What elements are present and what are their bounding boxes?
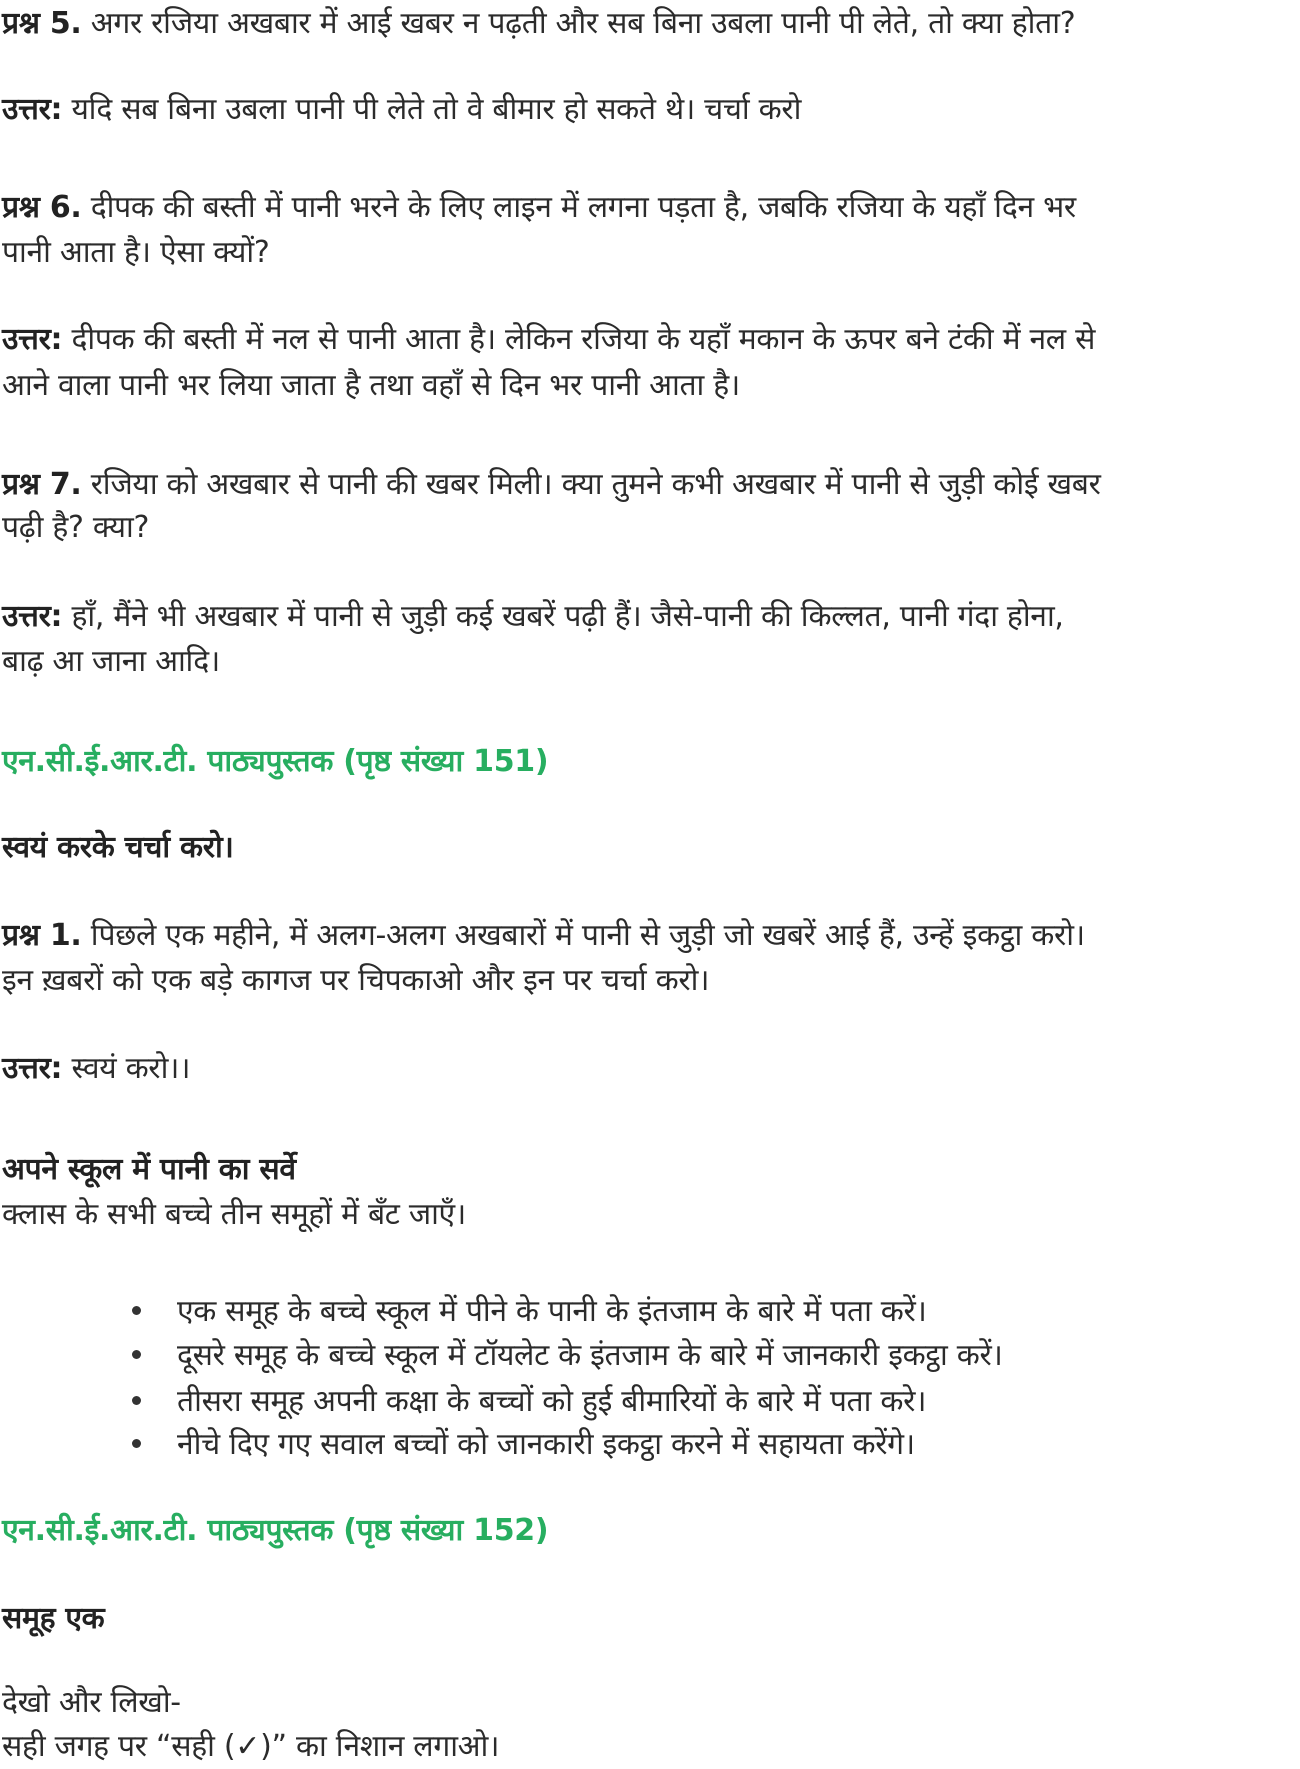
list-item-text: दूसरे समूह के बच्चे स्कूल में टॉयलेट के इंतजाम के बारे में जानकारी इकट्ठा करें। (177, 1338, 1003, 1373)
list-item-text: नीचे दिए गए सवाल बच्चों को जानकारी इकट्ठा करने में सहायता करेंगे। (177, 1427, 915, 1462)
answer-text: दीपक की बस्ती में नल से पानी आता है। लेकिन रजिया के यहाँ मकान के ऊपर बने टंकी में नल से (62, 322, 1096, 357)
section-heading-page-152: एन.सी.ई.आर.टी. पाठ्यपुस्तक (पृष्ठ संख्या 152) (2, 1513, 549, 1548)
answer-label: उत्तर: (2, 1051, 63, 1086)
bullet-icon (132, 1439, 141, 1448)
answer-text: स्वयं करो।। (62, 1051, 191, 1086)
question-label: प्रश्न 1. (2, 918, 82, 953)
question-text: इन ख़बरों को एक बड़े कागज पर चिपकाओ और इन पर चर्चा करो। (2, 963, 710, 998)
answer-label: उत्तर: (2, 599, 63, 634)
answer-text: आने वाला पानी भर लिया जाता है तथा वहाँ से दिन भर पानी आता है। (2, 368, 740, 403)
question-6 (2, 186, 1076, 230)
activity-answer-1 (2, 1047, 190, 1091)
list-item (132, 1423, 915, 1467)
question-label: प्रश्न 7. (2, 467, 82, 502)
answer-7-continued (2, 640, 220, 684)
survey-heading: अपने स्कूल में पानी का सर्वे (2, 1152, 296, 1187)
question-7 (2, 463, 1101, 507)
section-heading-page-151: एन.सी.ई.आर.टी. पाठ्यपुस्तक (पृष्ठ संख्या 151) (2, 744, 549, 779)
bullet-icon (132, 1350, 141, 1359)
answer-text: हाँ, मैंने भी अखबार में पानी से जुड़ी कई खबरें पढ़ी हैं। जैसे-पानी की किल्लत, पानी गंदा होना, (62, 599, 1064, 634)
answer-6 (2, 318, 1095, 362)
list-item (132, 1380, 926, 1424)
question-text: पिछले एक महीने, में अलग-अलग अखबारों में पानी से जुड़ी जो खबरें आई हैं, उन्हें इकट्ठा करो। (81, 918, 1085, 953)
question-label: प्रश्न 6. (2, 190, 82, 225)
answer-label: उत्तर: (2, 322, 63, 357)
activity-question-1-continued (2, 959, 709, 1003)
bullet-icon (132, 1396, 141, 1405)
survey-intro: क्लास के सभी बच्चे तीन समूहों में बँट जाएँ। (2, 1197, 466, 1232)
answer-6-continued (2, 364, 740, 408)
instruction-tick-mark: सही जगह पर “सही (✓)” का निशान लगाओ। (2, 1729, 500, 1764)
list-item (132, 1334, 1003, 1378)
instruction-observe-write: देखो और लिखो- (2, 1685, 181, 1720)
question-text: दीपक की बस्ती में पानी भरने के लिए लाइन में लगना पड़ता है, जबकि रजिया के यहाँ दिन भर (81, 190, 1076, 225)
activity-subheading: स्वयं करके चर्चा करो। (2, 830, 234, 865)
answer-label: उत्तर: (2, 92, 63, 127)
answer-text: यदि सब बिना उबला पानी पी लेते तो वे बीमार हो सकते थे। चर्चा करो (62, 92, 802, 127)
question-text: अगर रजिया अखबार में आई खबर न पढ़ती और सब बिना उबला पानी पी लेते, तो क्या होता? (81, 6, 1076, 41)
question-6-continued (2, 231, 270, 275)
question-7-continued (2, 506, 149, 550)
group-heading: समूह एक (2, 1601, 105, 1636)
question-label: प्रश्न 5. (2, 6, 82, 41)
list-item (132, 1290, 927, 1334)
answer-7 (2, 595, 1064, 639)
activity-question-1 (2, 914, 1085, 958)
answer-5 (2, 88, 801, 132)
question-text: रजिया को अखबार से पानी की खबर मिली। क्या तुमने कभी अखबार में पानी से जुड़ी कोई खबर (81, 467, 1101, 502)
question-text: पढ़ी है? क्या? (2, 510, 150, 545)
list-item-text: तीसरा समूह अपनी कक्षा के बच्चों को हुई बीमारियों के बारे में पता करे। (177, 1384, 927, 1419)
list-item-text: एक समूह के बच्चे स्कूल में पीने के पानी के इंतजाम के बारे में पता करें। (177, 1294, 927, 1329)
bullet-icon (132, 1306, 141, 1315)
question-5 (2, 2, 1075, 46)
answer-text: बाढ़ आ जाना आदि। (2, 644, 220, 679)
question-text: पानी आता है। ऐसा क्यों? (2, 235, 270, 270)
